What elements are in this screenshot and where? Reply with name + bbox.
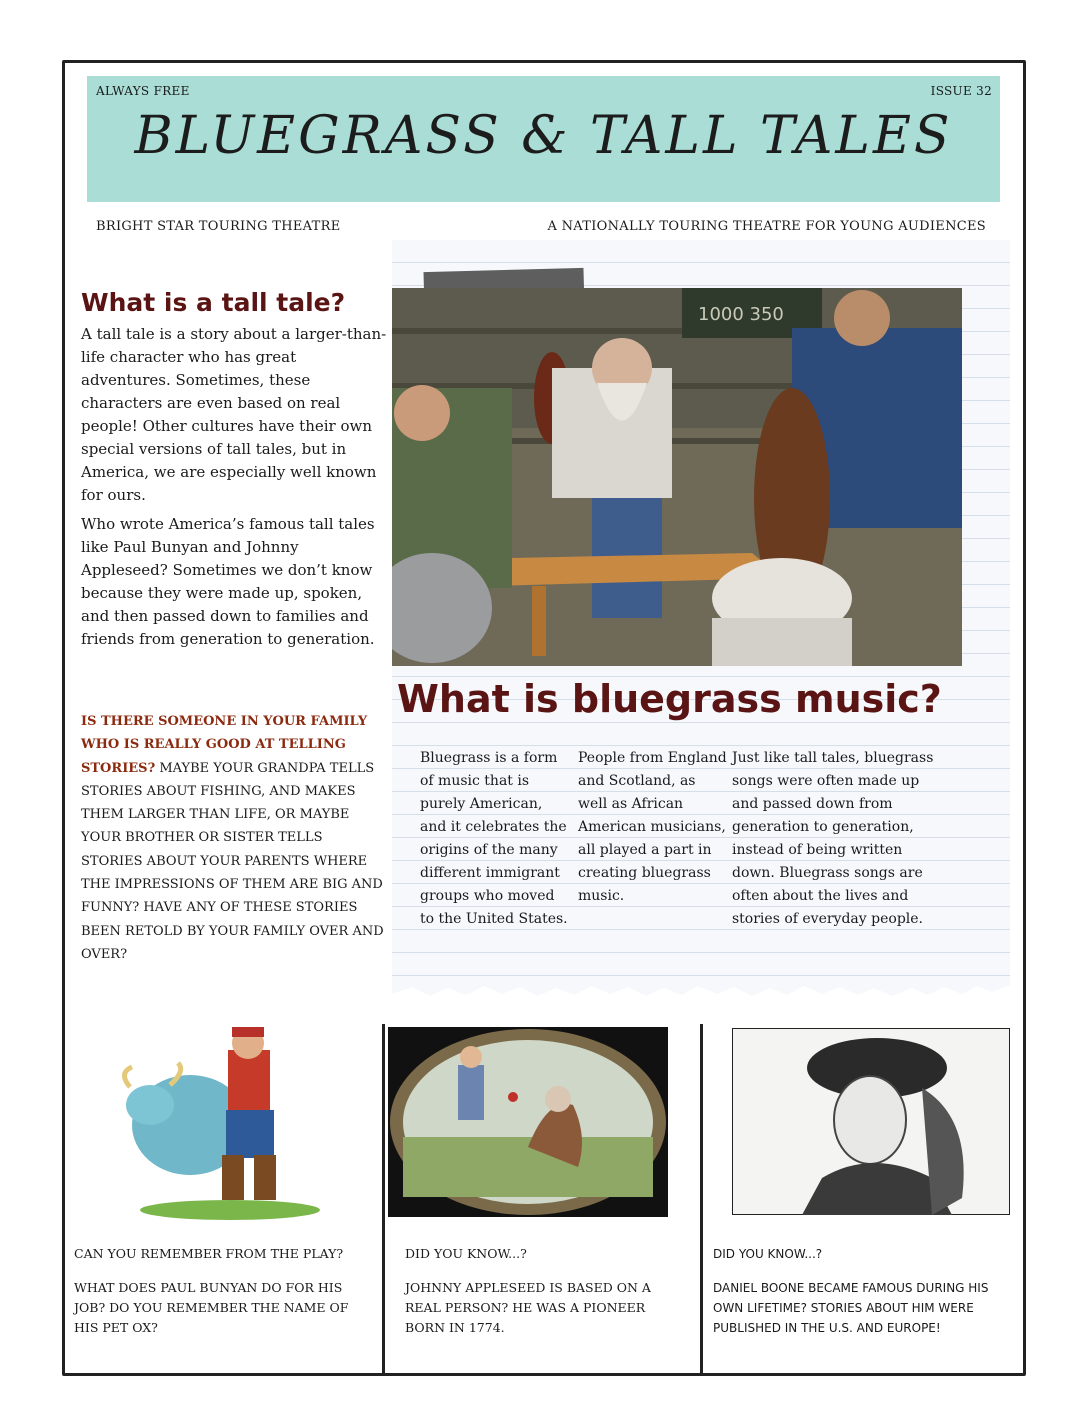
tall-tale-paragraph-1: A tall tale is a story about a larger-than-life character who has great adventures. Sometimes, these characters are even based on real people! Other cultures have their own special versions of tall tales, but in America, we are especially well known for ours. — [81, 325, 387, 504]
johnny-appleseed-plate — [388, 1027, 668, 1217]
bluegrass-column-1: Bluegrass is a form of music that is purely American, and it celebrates the origins of the many different immigrant groups who moved to the United States. — [420, 750, 568, 927]
masthead-left-label: ALWAYS FREE — [96, 84, 190, 98]
issue-number: ISSUE 32 — [930, 84, 992, 98]
column-divider-1 — [382, 1024, 385, 1374]
bluegrass-band-photo — [392, 288, 962, 666]
caption-1-body: WHAT DOES PAUL BUNYAN DO FOR HIS JOB? DO YOU REMEMBER THE NAME OF HIS PET OX? — [74, 1280, 349, 1335]
paul-bunyan-illustration — [120, 1015, 320, 1225]
publisher-name: BRIGHT STAR TOURING THEATRE — [96, 219, 341, 234]
caption-daniel-boone — [713, 1244, 1013, 1352]
caption-2-body: JOHNNY APPLESEED IS BASED ON A REAL PERSON? HE WAS A PIONEER BORN IN 1774. — [405, 1280, 651, 1335]
family-stories-question — [81, 710, 387, 966]
tall-tale-article — [81, 288, 387, 657]
publisher-tagline: A NATIONALLY TOURING THEATRE FOR YOUNG AUDIENCES — [547, 219, 986, 234]
caption-3-body: DANIEL BOONE BECAME FAMOUS DURING HIS OWN LIFETIME? STORIES ABOUT HIM WERE PUBLISHED IN THE U.S. AND EUROPE! — [713, 1281, 989, 1335]
bluegrass-column-3: Just like tall tales, bluegrass songs were often made up and passed down from generation to generation, instead of being written down. Bluegrass songs are often about the lives and stories of everyday people. — [732, 750, 934, 927]
caption-johnny-appleseed — [405, 1244, 685, 1352]
bluegrass-heading: What is bluegrass music? — [397, 677, 942, 721]
bluegrass-column-2: People from England and Scotland, as well as African American musicians, all played a part in creating bluegrass music. — [578, 750, 727, 904]
caption-3-heading: DID YOU KNOW...? — [713, 1247, 823, 1261]
tall-tale-heading: What is a tall tale? — [81, 288, 346, 317]
column-divider-2 — [700, 1024, 703, 1374]
family-question-highlight: IS THERE SOMEONE IN YOUR FAMILY WHO IS REALLY GOOD AT TELLING STORIES? — [81, 714, 368, 776]
caption-1-heading: CAN YOU REMEMBER FROM THE PLAY? — [74, 1246, 344, 1261]
daniel-boone-portrait — [732, 1028, 1010, 1215]
masthead-title: BLUEGRASS & TALL TALES — [134, 106, 953, 166]
chalkboard-text: 1000 350 — [698, 304, 784, 325]
family-question-text: MAYBE YOUR GRANDPA TELLS STORIES ABOUT FISHING, AND MAKES THEM LARGER THAN LIFE, OR MAYBE YOUR BROTHER OR SISTER TELLS STORIES ABOUT YOUR PARENTS WHERE THE IMPRESSIONS OF THEM ARE BIG AND FUNNY? HAVE ANY OF THESE STORIES BEEN RETOLD BY YOUR FAMILY OVER AND OVER? — [81, 760, 384, 962]
caption-2-heading: DID YOU KNOW...? — [405, 1246, 527, 1261]
caption-paul-bunyan — [74, 1244, 374, 1352]
tall-tale-paragraph-2: Who wrote America’s famous tall tales like Paul Bunyan and Johnny Appleseed? Sometimes we don’t know because they were made up, spoken, and then passed down to families and friends from generation to generation. — [81, 515, 375, 648]
